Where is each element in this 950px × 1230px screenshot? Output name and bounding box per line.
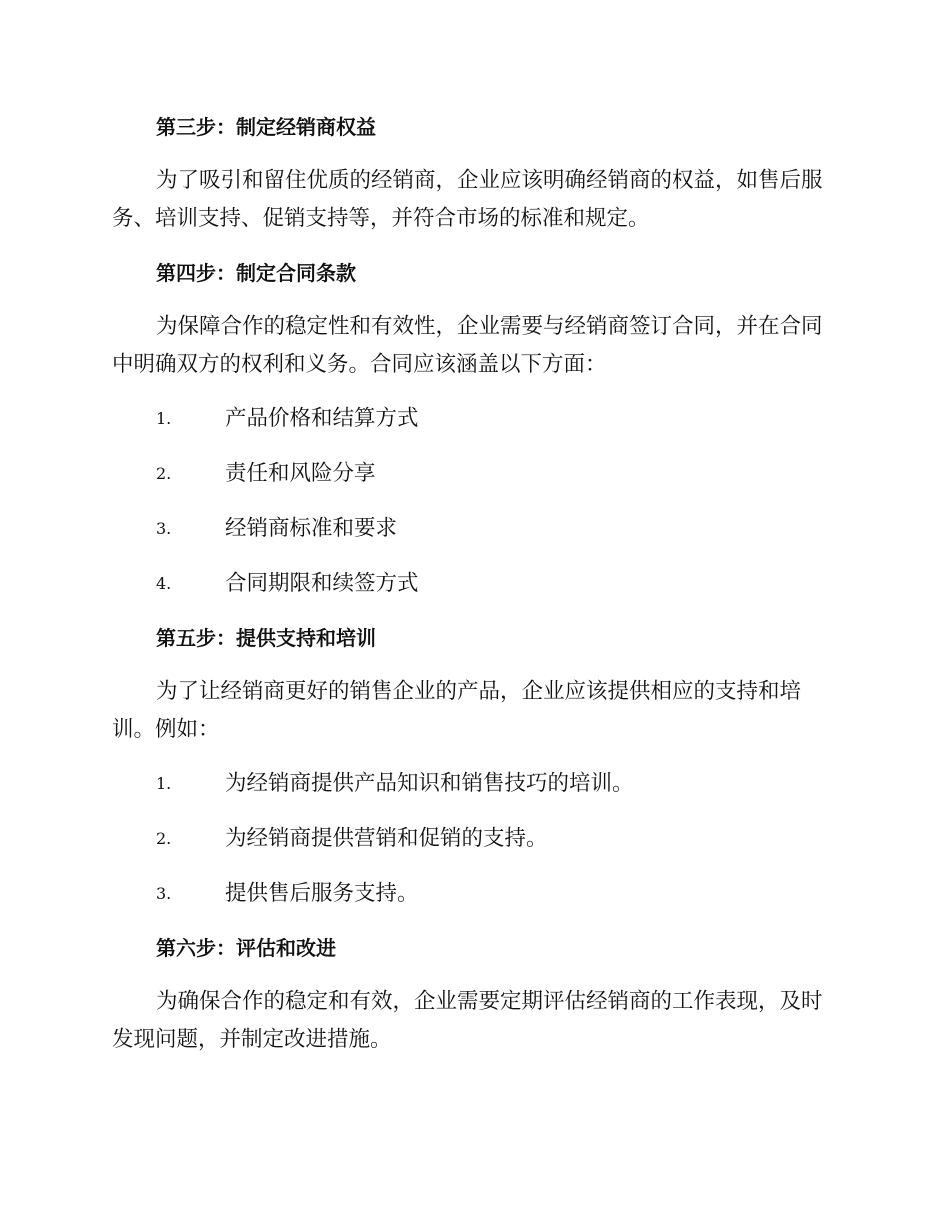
list-item <box>112 765 838 803</box>
list-item-text: 经销商标准和要求 <box>225 516 398 541</box>
list-item <box>112 455 838 493</box>
list-item-number: 3. <box>156 519 172 538</box>
list-item-text: 产品价格和结算方式 <box>225 406 419 431</box>
section-heading-step-6: 第六步：评估和改进 <box>156 936 336 960</box>
section-paragraph-step-6: 为确保合作的稳定和有效，企业需要定期评估经销商的工作表现，及时发现问题，并制定改进措施。 <box>112 989 823 1052</box>
list-item-text: 责任和风险分享 <box>225 461 376 486</box>
section-heading-step-4: 第四步：制定合同条款 <box>156 261 356 285</box>
section-heading-step-3: 第三步：制定经销商权益 <box>156 115 376 139</box>
list-item <box>112 820 838 858</box>
list-item-text: 合同期限和续签方式 <box>225 571 419 596</box>
list-item <box>112 400 838 438</box>
list-item-number: 2. <box>156 829 172 848</box>
list-item-number: 2. <box>156 464 172 483</box>
list-item-text: 为经销商提供产品知识和销售技巧的培训。 <box>225 771 634 796</box>
list-item <box>112 565 838 603</box>
section-paragraph-step-5: 为了让经销商更好的销售企业的产品，企业应该提供相应的支持和培训。例如： <box>112 679 802 742</box>
list-item <box>112 510 838 548</box>
section-paragraph-step-4: 为保障合作的稳定性和有效性，企业需要与经销商签订合同，并在合同中明确双方的权利和义务。合同应该涵盖以下方面： <box>112 314 823 377</box>
list-item-number: 1. <box>156 774 172 793</box>
list-item-number: 3. <box>156 884 172 903</box>
contract-terms-list <box>112 400 838 603</box>
document-body <box>112 108 838 1075</box>
support-training-list <box>112 765 838 913</box>
list-item-number: 4. <box>156 574 172 593</box>
section-paragraph-step-3: 为了吸引和留住优质的经销商，企业应该明确经销商的权益，如售后服务、培训支持、促销支持等，并符合市场的标准和规定。 <box>112 168 823 231</box>
list-item-text: 为经销商提供营销和促销的支持。 <box>225 826 548 851</box>
section-heading-step-5: 第五步：提供支持和培训 <box>156 626 376 650</box>
list-item-number: 1. <box>156 409 172 428</box>
list-item-text: 提供售后服务支持。 <box>225 881 419 906</box>
list-item <box>112 875 838 913</box>
